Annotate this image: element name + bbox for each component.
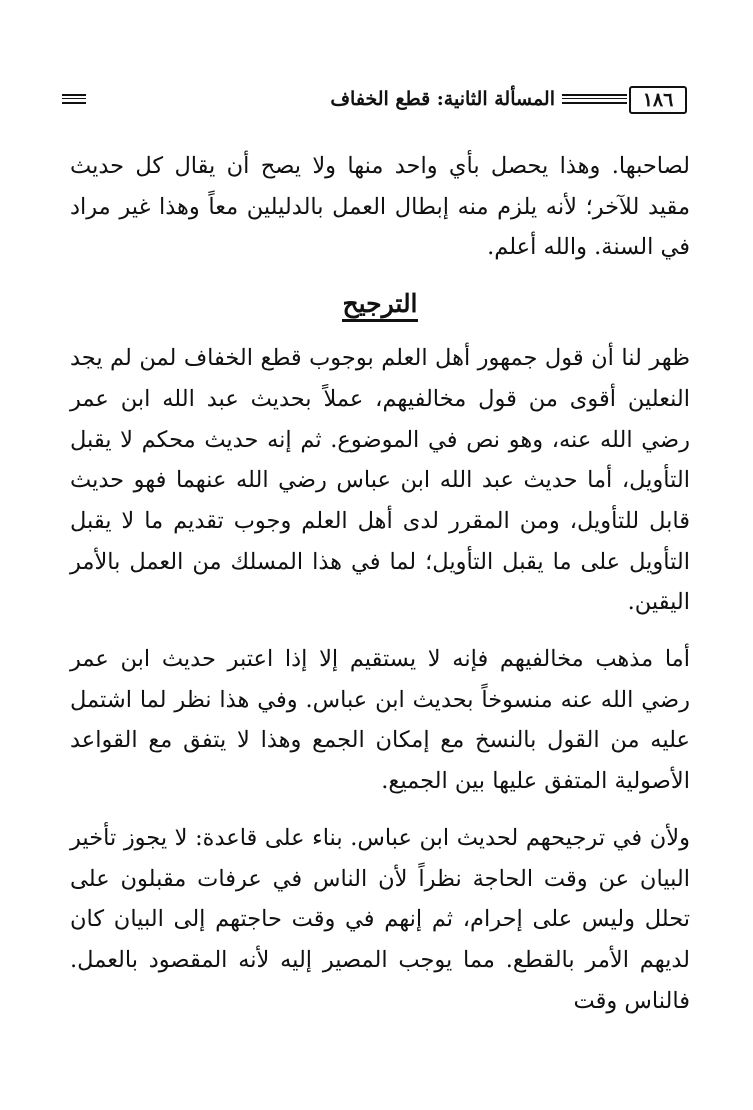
section-heading: [70, 284, 690, 324]
header-rule-right: [562, 94, 627, 104]
paragraph-3: أما مذهب مخالفيهم فإنه لا يستقيم إلا إذا اعتبر حديث ابن عمر رضي الله عنه منسوخاً بحديث ابن عباس. وفي هذا نظر لما اشتمل عليه من القول بالنسخ مع إمكان الجمع وهذا لا يتفق مع القواعد الأصولية المتفق عليها بين الجميع.: [70, 646, 690, 795]
header-rule-left: [62, 94, 86, 104]
paragraph-2: ظهر لنا أن قول جمهور أهل العلم بوجوب قطع الخفاف لمن لم يجد النعلين أقوى من قول مخالفيهم، عملاً بحديث عبد الله ابن عمر رضي الله عنه، وهو نص في الموضوع. ثم إنه حديث محكم لا يقبل التأويل، أما حديث عبد الله ابن عباس رضي الله عنهما فهو حديث قابل للتأويل، ومن المقرر لدى أهل العلم وجوب تقديم ما لا يقبل التأويل على ما يقبل التأويل؛ لما في هذا المسلك من العمل بالأمر اليقين.: [70, 345, 690, 616]
chapter-title: المسألة الثانية: قطع الخفاف: [330, 88, 555, 110]
running-header: [62, 86, 687, 116]
paragraph-4: ولأن في ترجيحهم لحديث ابن عباس. بناء على قاعدة: لا يجوز تأخير البيان عن وقت الحاجة نظراً لأن الناس في عرفات مقبلون على تحلل وليس على إحرام، ثم إنهم في وقت حاجتهم إلى البيان كان لديهم الأمر بالقطع. مما يوجب المصير إليه لأنه المقصود بالعمل. فالناس وقت: [70, 824, 690, 1014]
body-text: [70, 146, 690, 1037]
page-number: ١٨٦: [629, 86, 687, 114]
section-heading-text: الترجيح: [342, 289, 417, 322]
paragraph-1: لصاحبها. وهذا يحصل بأي واحد منها ولا يصح أن يقال كل حديث مقيد للآخر؛ لأنه يلزم منه إبطال العمل بالدليلين معاً وهذا غير مراد في السنة. والله أعلم.: [70, 153, 690, 261]
